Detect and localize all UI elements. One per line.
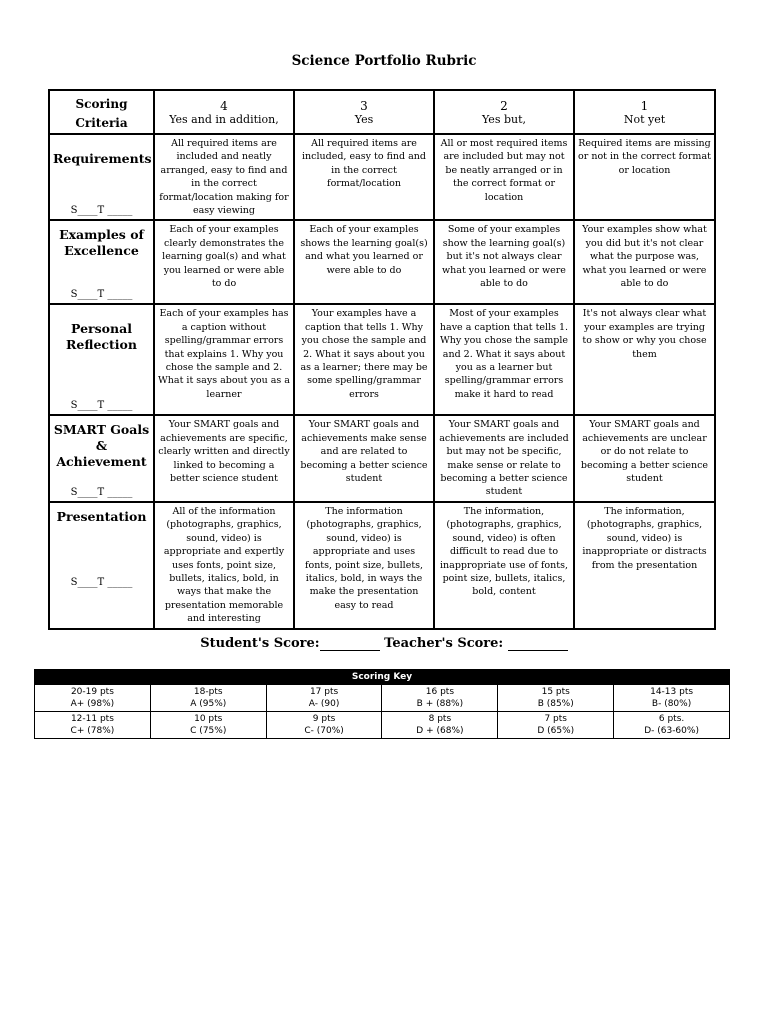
score-line: S____T _____ <box>70 205 133 217</box>
key-cell <box>150 685 266 712</box>
descriptor-cell: The information, (photographs, graphics, sound, video) is inappropriate or distracts from the presentation <box>574 502 715 629</box>
key-points: 15 pts <box>541 687 570 697</box>
descriptor-cell: Your SMART goals and achievements are included but may not be specific, make sense or relate to becoming a better science student <box>434 415 574 501</box>
level-header-3 <box>294 90 434 134</box>
descriptor-cell: Your SMART goals and achievements are specific, clearly written and directly linked to becoming a better science student <box>154 415 294 501</box>
descriptor-cell: Your examples show what you did but it's not clear what the purpose was, what you learned or were able to do <box>574 220 715 304</box>
level-number: 4 <box>220 98 228 113</box>
key-grade: C- (70%) <box>304 726 344 736</box>
key-cell <box>498 685 614 712</box>
criterion-cell <box>49 220 154 304</box>
descriptor-cell: Your SMART goals and achievements are unclear or do not relate to becoming a better science student <box>574 415 715 501</box>
level-number: 3 <box>360 98 368 113</box>
rubric-header-row <box>49 90 715 134</box>
level-label: Yes but, <box>482 112 526 126</box>
key-grade: D- (63-60%) <box>644 726 699 736</box>
key-points: 9 pts <box>312 714 336 724</box>
key-points: 20-19 pts <box>70 687 114 697</box>
key-cell <box>266 685 382 712</box>
teacher-score-blank[interactable] <box>508 638 568 651</box>
key-cell <box>266 712 382 739</box>
descriptor-cell: Most of your examples have a caption that tells 1. Why you chose the sample and 2. What it says about you as a learner but spelling/grammar errors make it hard to read <box>434 304 574 415</box>
key-grade: C+ (78%) <box>70 726 115 736</box>
key-points: 18-pts <box>193 687 223 697</box>
key-cell <box>498 712 614 739</box>
key-cell <box>382 712 498 739</box>
key-points: 8 pts <box>428 714 452 724</box>
key-cell <box>382 685 498 712</box>
rubric-row-requirements <box>49 134 715 220</box>
score-line: S____T _____ <box>70 486 133 498</box>
level-number: 2 <box>500 98 508 113</box>
level-number: 1 <box>640 98 649 113</box>
criterion-name: Personal Reflection <box>66 321 137 353</box>
rubric-row-examples <box>49 220 715 304</box>
descriptor-cell: Each of your examples has a caption without spelling/grammar errors that explains 1. Why you chose the sample and 2. What it says about you as a learner <box>154 304 294 415</box>
descriptor-cell: Some of your examples show the learning goal(s) but it's not always clear what you learned or were able to do <box>434 220 574 304</box>
scoring-key-table <box>34 669 730 739</box>
descriptor-cell: The information, (photographs, graphics, sound, video) is often difficult to read due to inappropriate use of fonts, point size, bullets, italics, bold, content <box>434 502 574 629</box>
score-line: S____T _____ <box>70 289 133 301</box>
key-grade: A- (90) <box>308 699 340 709</box>
key-points: 14-13 pts <box>650 687 694 697</box>
level-header-4 <box>154 90 294 134</box>
key-cell <box>614 685 730 712</box>
criteria-header <box>49 90 154 134</box>
descriptor-cell: Your examples have a caption that tells 1. Why you chose the sample and 2. What it says about you as a learner; there may be some spelling/grammar errors <box>294 304 434 415</box>
level-label: Not yet <box>623 112 666 126</box>
score-line: S____T _____ <box>70 400 133 412</box>
level-label: Yes <box>354 112 374 126</box>
scoring-key-row <box>35 685 730 712</box>
criterion-cell <box>49 304 154 415</box>
descriptor-cell: Each of your examples shows the learning goal(s) and what you learned or were able to do <box>294 220 434 304</box>
key-cell <box>35 685 151 712</box>
scoring-key-title: Scoring Key <box>35 670 730 685</box>
key-grade: B (85%) <box>537 699 574 709</box>
criterion-cell <box>49 415 154 501</box>
rubric-table <box>48 89 716 630</box>
rubric-row-smart-goals <box>49 415 715 501</box>
key-points: 10 pts <box>194 714 223 724</box>
key-points: 7 pts <box>544 714 567 724</box>
descriptor-cell: It's not always clear what your examples are trying to show or why you chose them <box>574 304 715 415</box>
descriptor-cell: Required items are missing or not in the correct format or location <box>574 134 715 220</box>
key-grade: C (75%) <box>190 726 227 736</box>
rubric-row-reflection <box>49 304 715 415</box>
criterion-name: Requirements <box>53 151 152 166</box>
rubric-row-presentation <box>49 502 715 629</box>
level-header-1 <box>574 90 715 134</box>
criterion-cell <box>49 134 154 220</box>
key-grade: A+ (98%) <box>70 699 115 709</box>
key-cell <box>150 712 266 739</box>
teacher-score-label: Teacher's Score: <box>384 636 504 651</box>
criteria-header-label: Scoring Criteria <box>75 97 128 130</box>
criterion-cell <box>49 502 154 629</box>
criterion-name: SMART Goals & Achievement <box>53 422 150 470</box>
key-points: 6 pts. <box>658 714 685 724</box>
student-score-blank[interactable] <box>320 638 380 651</box>
key-grade: D (65%) <box>537 726 575 736</box>
key-points: 17 pts <box>309 687 339 697</box>
descriptor-cell: Each of your examples clearly demonstrates the learning goal(s) and what you learned or were able to do <box>154 220 294 304</box>
student-score-label: Student's Score: <box>200 636 320 651</box>
key-cell <box>614 712 730 739</box>
level-header-2 <box>434 90 574 134</box>
criterion-name: Examples of Excellence <box>59 227 144 259</box>
descriptor-cell: The information (photographs, graphics, sound, video) is appropriate and uses fonts, point size, bullets, italics, bold, in ways the make the presentation easy to read <box>294 502 434 629</box>
criterion-name: Presentation <box>56 508 147 524</box>
scoring-key-row <box>35 712 730 739</box>
key-grade: B- (80%) <box>651 699 692 709</box>
descriptor-cell: All required items are included, easy to find and in the correct format/location <box>294 134 434 220</box>
key-cell <box>35 712 151 739</box>
key-grade: D + (68%) <box>416 726 464 736</box>
level-label: Yes and in addition, <box>169 112 279 126</box>
page-title: Science Portfolio Rubric <box>291 53 477 69</box>
descriptor-cell: Your SMART goals and achievements make sense and are related to becoming a better science student <box>294 415 434 501</box>
score-summary <box>0 636 768 651</box>
descriptor-cell: All required items are included and neatly arranged, easy to find and in the correct format/location making for easy viewing <box>154 134 294 220</box>
descriptor-cell: All or most required items are included but may not be neatly arranged or in the correct format or location <box>434 134 574 220</box>
key-points: 16 pts <box>425 687 455 697</box>
descriptor-cell: All of the information (photographs, graphics, sound, video) is appropriate and expertly uses fonts, point size, bullets, italics, bold, in ways that make the presentation memorable and interesting <box>154 502 294 629</box>
key-points: 12-11 pts <box>70 714 114 724</box>
score-line: S____T _____ <box>70 576 133 588</box>
key-grade: B + (88%) <box>416 699 464 709</box>
key-grade: A (95%) <box>190 699 227 709</box>
